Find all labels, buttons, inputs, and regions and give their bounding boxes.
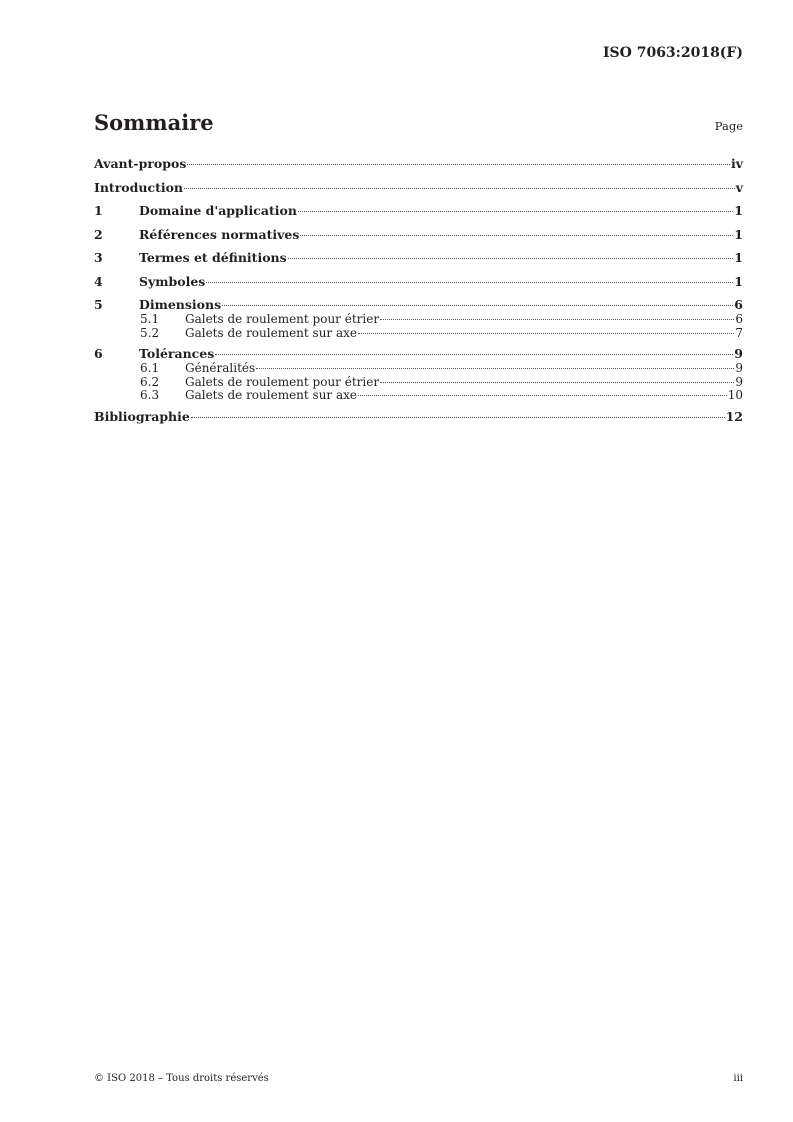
toc-entry-number: 2 (94, 226, 103, 242)
toc-entry-termes-definitions[interactable] (94, 250, 743, 266)
dot-leader (358, 395, 727, 396)
toc-subentry-page: 6 (735, 312, 743, 326)
toc-entry-introduction[interactable] (94, 180, 743, 196)
dot-leader (187, 164, 730, 165)
toc-subentry-number: 6.3 (140, 388, 160, 402)
toc-subentry-page: 10 (727, 388, 743, 402)
toc-entry-label: Symboles (139, 273, 206, 289)
toc-subentry-galets-etrier-tol[interactable] (94, 376, 743, 390)
toc-entry-page: iv (730, 156, 743, 171)
toc-entry-label: Dimensions (139, 297, 222, 312)
toc-entry-label: Tolérances (139, 346, 215, 361)
toc-entry-page: 6 (734, 297, 743, 312)
toc-entry-symboles[interactable] (94, 274, 743, 290)
dot-leader (215, 354, 733, 355)
table-of-contents (94, 156, 743, 432)
dot-leader (184, 188, 735, 189)
copyright-notice: © ISO 2018 – Tous droits réservés (94, 1073, 269, 1084)
toc-entry-number: 3 (94, 250, 103, 265)
toc-entry-domaine-application[interactable] (94, 203, 743, 219)
toc-entry-label: Termes et définitions (139, 250, 287, 265)
toc-subentry-number: 6.2 (140, 374, 160, 389)
page-column-label: Page (714, 119, 743, 133)
dot-leader (206, 282, 733, 283)
document-reference: ISO 7063:2018(F) (602, 45, 743, 61)
toc-entry-label: Bibliographie (94, 408, 190, 424)
toc-subentry-label: Galets de roulement pour étrier (185, 312, 380, 326)
page-number: iii (733, 1073, 743, 1084)
toc-entry-label: Introduction (94, 179, 184, 195)
toc-entry-page: 1 (734, 250, 743, 265)
dot-leader (380, 382, 734, 383)
toc-subentry-galets-axe-tol[interactable] (94, 389, 743, 403)
toc-entry-label: Domaine d'application (139, 203, 297, 218)
dot-leader (298, 211, 733, 212)
toc-subentry-label: Généralités (185, 361, 256, 375)
toc-entry-label: Avant-propos (94, 156, 187, 171)
toc-subentry-label: Galets de roulement sur axe (185, 388, 358, 402)
dot-leader (358, 333, 734, 334)
dot-leader (300, 235, 733, 236)
toc-entry-page: 12 (725, 408, 743, 424)
toc-entry-page: v (735, 179, 743, 195)
toc-entry-references-normatives[interactable] (94, 227, 743, 243)
toc-subentry-number: 6.1 (140, 361, 160, 375)
toc-subentry-galets-etrier[interactable] (94, 313, 743, 327)
toc-title: Sommaire (94, 110, 214, 135)
dot-leader (191, 417, 725, 418)
toc-entry-avant-propos[interactable] (94, 156, 743, 172)
toc-entry-number: 4 (94, 273, 103, 289)
toc-subentry-label: Galets de roulement sur axe (185, 325, 358, 340)
toc-subentry-number: 5.2 (140, 325, 160, 340)
toc-entry-number: 6 (94, 346, 103, 361)
toc-subentry-galets-axe[interactable] (94, 327, 743, 341)
toc-entry-tolerances[interactable] (94, 346, 743, 362)
dot-leader (222, 305, 733, 306)
dot-leader (380, 319, 734, 320)
toc-entry-dimensions[interactable] (94, 297, 743, 313)
toc-heading-row (94, 110, 743, 140)
toc-entry-bibliographie[interactable] (94, 409, 743, 425)
toc-entry-page: 1 (734, 203, 743, 218)
toc-subentry-label: Galets de roulement pour étrier (185, 374, 380, 389)
dot-leader (288, 258, 734, 259)
toc-subentry-number: 5.1 (140, 312, 160, 326)
toc-entry-label: Références normatives (139, 226, 300, 242)
toc-subentry-page: 9 (735, 374, 743, 389)
toc-entry-page: 9 (734, 346, 743, 361)
toc-entry-number: 5 (94, 297, 103, 312)
toc-entry-number: 1 (94, 203, 103, 218)
toc-subentry-generalites[interactable] (94, 362, 743, 376)
toc-subentry-page: 9 (735, 361, 743, 375)
toc-entry-page: 1 (734, 273, 743, 289)
toc-entry-page: 1 (734, 226, 743, 242)
dot-leader (256, 368, 734, 369)
toc-subentry-page: 7 (735, 325, 743, 340)
